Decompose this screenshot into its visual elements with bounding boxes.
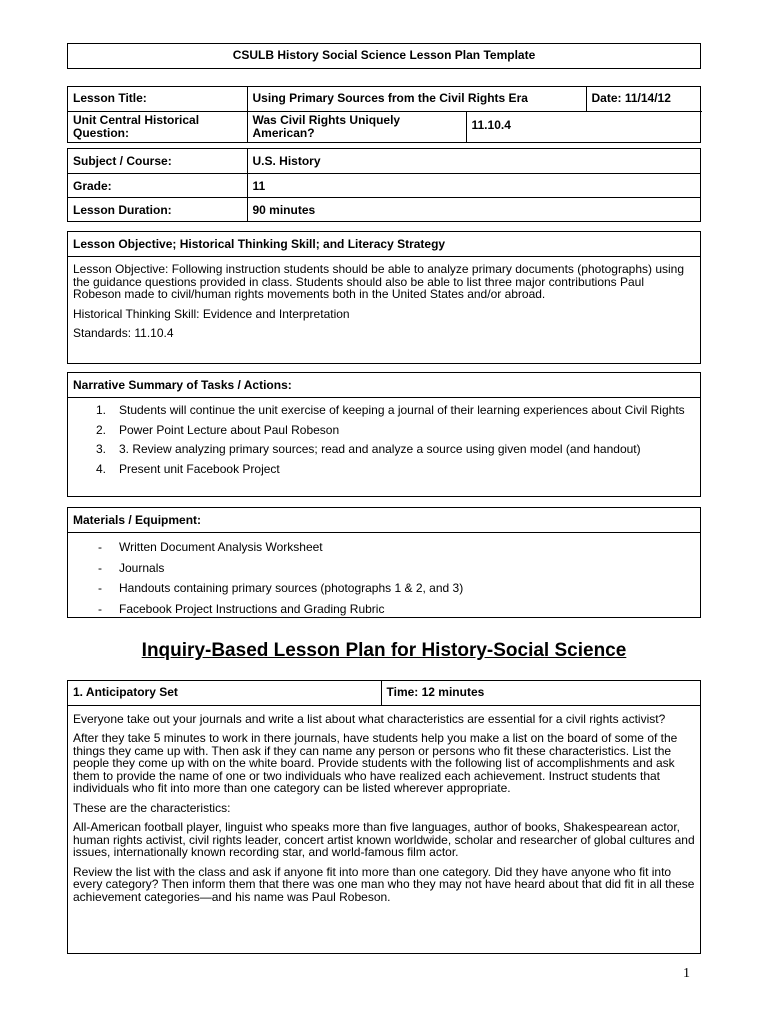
lesson-date: Date: 11/14/12 [586,87,702,111]
duration-label: Lesson Duration: [68,197,247,221]
list-item [73,541,695,554]
list-item [73,562,695,575]
template-title-box [67,43,701,69]
narrative-body [68,398,700,484]
paragraph: Everyone take out your journals and write a list about what characteristics are essential for a civil rights activist? [73,711,666,726]
grade-value: 11 [247,173,700,197]
lesson-standard: 11.10.4 [466,111,702,142]
list-item [73,424,695,437]
dash-bullet: - [98,581,102,595]
item-number: 3. [96,442,107,456]
subject-label: Subject / Course: [68,149,247,173]
item-text: Power Point Lecture about Paul Robeson [119,422,340,437]
objective-section [67,231,701,364]
dash-bullet: - [98,540,102,554]
item-text: Present unit Facebook Project [119,461,280,476]
item-text: Journals [119,560,165,575]
template-title: CSULB History Social Science Lesson Plan Template [232,48,536,62]
anticipatory-time: Time: 12 minutes [381,681,700,705]
materials-body [68,533,700,625]
item-text: Written Document Analysis Worksheet [119,540,323,554]
item-text: Handouts containing primary sources (photographs 1 & 2, and 3) [119,581,464,595]
materials-section [67,507,701,618]
page-number: 1 [683,966,690,981]
course-info-table [67,148,701,222]
thinking-skill-text: Historical Thinking Skill: Evidence and Interpretation [73,306,350,321]
inquiry-title: Inquiry-Based Lesson Plan for History-Social Science [141,640,627,661]
anticipatory-body [68,706,700,906]
grade-label: Grade: [68,173,247,197]
item-number: 1. [96,403,107,417]
paragraph: These are the characteristics: [73,800,231,815]
central-question-value: Was Civil Rights Uniquely American? [247,111,466,142]
lesson-title-label: Lesson Title: [68,87,247,111]
paragraph: After they take 5 minutes to work in there journals, have students help you make a list on the board of some of the things they came up with. Then ask if they can name any person or persons who fit these characteristics. List the people they come up with on the white board. Provide students with the following list of accomplishments and ask them to provide the name of one or two individuals who have realized each achievement. Instruct students that individuals who fit into more than one category can be listed wherever appropriate. [73,731,678,795]
item-number: 4. [96,461,107,476]
item-number: 2. [96,422,107,437]
list-item [73,603,695,616]
item-text: Students will continue the unit exercise of keeping a journal of their learning experiences about Civil Rights [119,403,685,417]
lesson-info-table [67,86,701,143]
objective-body [68,257,700,342]
list-item [73,404,695,417]
standards-text: Standards: 11.10.4 [73,326,174,340]
list-item [73,463,695,476]
materials-header: Materials / Equipment: [68,508,700,533]
anticipatory-section [67,680,701,954]
dash-bullet: - [98,560,102,575]
objective-text: Lesson Objective: Following instruction students should be able to analyze primary documents (photographs) using the guidance questions provided in class. Students should also be able to list three major contributions Paul Robeson made to civil/human rights movements both in the United States and/or abroad. [73,262,685,301]
paragraph: All-American football player, linguist who speaks more than five languages, author of books, Shakespearean actor, human rights activist, civil rights leader, concert artist known worldwide, scholar and researcher of global cultures and issues, internationally known recording star, and world-famous film actor. [73,820,695,859]
list-item [73,582,695,595]
central-question-label: Unit Central Historical Question: [68,111,247,142]
dash-bullet: - [98,601,102,616]
list-item [73,443,695,456]
duration-value: 90 minutes [247,197,700,221]
item-text: Facebook Project Instructions and Grading Rubric [119,601,385,616]
subject-value: U.S. History [247,149,700,173]
item-text: 3. Review analyzing primary sources; read and analyze a source using given model (and handout) [119,442,641,456]
objective-header: Lesson Objective; Historical Thinking Skill; and Literacy Strategy [68,232,700,257]
anticipatory-label: 1. Anticipatory Set [68,681,381,705]
narrative-header: Narrative Summary of Tasks / Actions: [68,373,700,398]
lesson-title-value: Using Primary Sources from the Civil Rights Era [247,87,586,111]
paragraph: Review the list with the class and ask if anyone fit into more than one category. Did they have anyone who fit into every category? Then inform them that there was one man who they may not have heard about that did fit in all these achievement categories—and his name was Paul Robeson. [73,864,695,904]
narrative-section [67,372,701,497]
